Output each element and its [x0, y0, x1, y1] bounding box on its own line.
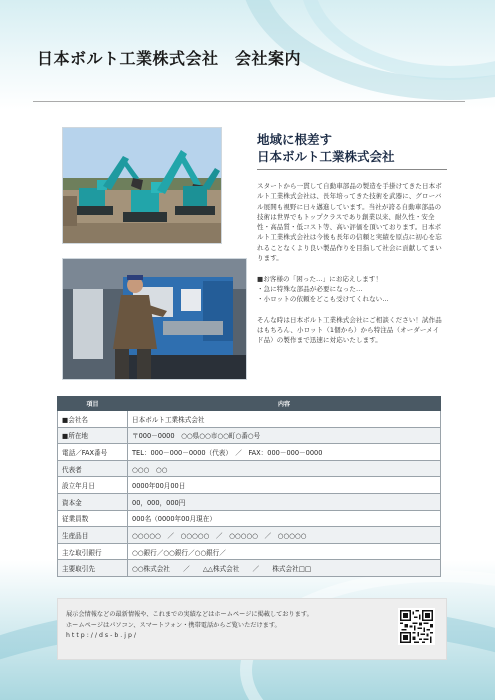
column-header-content: 内容: [128, 397, 441, 411]
table-row: [58, 411, 441, 428]
row-label: 電話／FAX番号: [58, 444, 128, 461]
row-label: 代表者: [58, 460, 128, 477]
factory-worker-photo: [62, 258, 247, 380]
intro-heading-line1: 地域に根差す: [257, 132, 333, 147]
row-label: 生産品目: [58, 527, 128, 544]
table-row: [58, 444, 441, 461]
footer-line: 展示会情報などの最新情報や、これまでの実績などはホームページに掲載しております。: [66, 611, 313, 618]
column-header-item: 項目: [58, 397, 128, 411]
page-title: 日本ボルト工業株式会社 会社案内: [37, 49, 302, 68]
table-row: [58, 493, 441, 510]
table-header-row: [58, 397, 441, 411]
table-row: [58, 560, 441, 577]
footer-line: ホームページはパソコン、スマートフォン・携帯電話からご覧いただけます。: [66, 621, 281, 629]
row-value: ○○○○○ ／ ○○○○○ ／ ○○○○○ ／ ○○○○○: [128, 527, 441, 544]
excavator-illustration: [63, 128, 222, 244]
bullet-item: ・急に特殊な部品が必要になった…: [257, 284, 363, 293]
bullet-heading: ■お客様の「困った…」にお応えします！: [257, 274, 383, 283]
intro-body: [257, 181, 442, 356]
website-url-link[interactable]: http://ds-b.jp/: [66, 632, 138, 640]
row-label: ■会社名: [58, 411, 128, 428]
footer-text: [66, 610, 386, 642]
row-label: 主な取引銀行: [58, 543, 128, 560]
row-value: 0000年00月00日: [128, 477, 441, 494]
heading-divider: [257, 169, 447, 170]
factory-illustration: [63, 259, 247, 380]
intro-heading-line2: 日本ボルト工業株式会社: [257, 149, 395, 164]
table-row: [58, 543, 441, 560]
footer-info-box: [57, 598, 447, 660]
row-value: 日本ボルト工業株式会社: [128, 411, 441, 428]
row-value: 00，000，000円: [128, 493, 441, 510]
row-label: ■所在地: [58, 427, 128, 444]
row-value: 〒000－0000 ○○県○○市○○町○番○号: [128, 427, 441, 444]
header-divider: [33, 101, 465, 102]
qr-code-icon[interactable]: [398, 608, 435, 645]
row-value: TEL：000－000－0000（代表） ／ FAX：000－000－0000: [128, 444, 441, 461]
bullet-item: ・小ロットの依頼をどこも受けてくれない…: [257, 295, 389, 304]
intro-paragraph: そんな時は日本ボルト工業株式会社にご相談ください！試作品はもちろん、小ロット（1個から）から特注品（オーダーメイド品）の製作まで迅速に対応いたします。: [257, 315, 442, 345]
row-label: 従業員数: [58, 510, 128, 527]
intro-heading: [257, 131, 395, 165]
row-label: 資本金: [58, 493, 128, 510]
table-row: [58, 477, 441, 494]
row-value: ○○株式会社 ／ △△株式会社 ／ 株式会社□□: [128, 560, 441, 577]
intro-paragraph: スタートから一貫して自動車部品の製造を手掛けてきた日本ボルト工業株式会社は、長年培ってきた技術を武器に、グローバル展開も視野に日々邁進しています。当社が誇る自動車部品の技術は世界でもトップクラスであり創業以来、耐久性・安全性・高品質・低コスト等、高い評価を頂いております。日本ボルト工業株式会社は今後も長年の信頼と実績を原点に初心を忘れることなくより良い製品作りを目指して社会に貢献してまいります。: [257, 182, 442, 263]
qr-code-graphic: [400, 610, 433, 643]
excavator-photo: [62, 127, 222, 244]
row-value: ○○銀行／○○銀行／○○銀行／: [128, 543, 441, 560]
table-row: [58, 510, 441, 527]
table-row: [58, 527, 441, 544]
row-label: 主要取引先: [58, 560, 128, 577]
table-row: [58, 460, 441, 477]
row-value: 000名（0000年00月現在）: [128, 510, 441, 527]
row-value: ○○○ ○○: [128, 460, 441, 477]
company-info-table: [57, 396, 441, 577]
row-label: 設立年月日: [58, 477, 128, 494]
table-row: [58, 427, 441, 444]
